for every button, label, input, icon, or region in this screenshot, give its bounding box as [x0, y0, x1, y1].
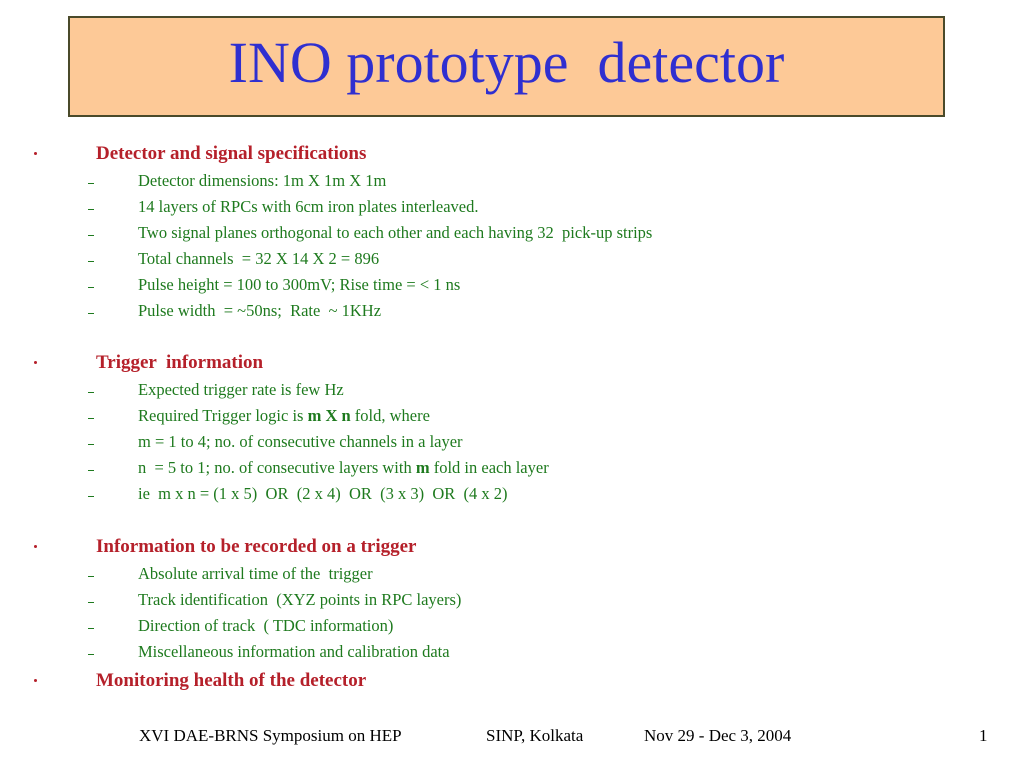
list-item: [138, 566, 373, 583]
dash-bullet-icon: [88, 261, 94, 262]
bold-term: m: [415, 458, 430, 477]
section-heading: Information to be recorded on a trigger: [96, 536, 417, 557]
item-text: Required Trigger logic is: [138, 406, 308, 425]
item-text: Pulse height = 100 to 300mV; Rise time = < 1 ns: [138, 275, 461, 294]
list-item: [138, 277, 460, 294]
footer-event: XVI DAE-BRNS Symposium on HEP: [139, 726, 402, 745]
footer-venue: SINP, Kolkata: [486, 726, 584, 745]
dash-bullet-icon: [88, 444, 94, 445]
item-text: ie m x n = (1 x 5) OR (2 x 4) OR (3 x 3) OR (4 x 2): [138, 484, 508, 503]
list-item: [138, 173, 386, 190]
list-item: [138, 251, 379, 268]
list-item: [138, 644, 450, 661]
section-heading: Monitoring health of the detector: [96, 670, 367, 691]
bullet-icon: [33, 677, 39, 683]
item-text: fold, where: [350, 406, 430, 425]
item-text: Direction of track ( TDC information): [138, 616, 394, 635]
section-heading: Trigger information: [96, 352, 264, 373]
list-item: [138, 434, 463, 451]
list-item: [138, 592, 461, 609]
dash-bullet-icon: [88, 235, 94, 236]
item-text: Total channels = 32 X 14 X 2 = 896: [138, 249, 380, 268]
list-item: [138, 303, 381, 320]
footer-dates: Nov 29 - Dec 3, 2004: [644, 726, 792, 745]
footer-page-number: 1: [979, 726, 988, 745]
list-item: [138, 225, 652, 242]
slide-title: INO prototype detector: [228, 29, 785, 95]
item-text: 14 layers of RPCs with 6cm iron plates interleaved.: [138, 197, 479, 216]
item-text: Two signal planes orthogonal to each other and each having 32 pick-up strips: [138, 223, 653, 242]
list-item: [138, 486, 508, 503]
dash-bullet-icon: [88, 209, 94, 210]
dash-bullet-icon: [88, 654, 94, 655]
item-text: Absolute arrival time of the trigger: [138, 564, 373, 583]
item-text: Miscellaneous information and calibration data: [138, 642, 450, 661]
dash-bullet-icon: [88, 392, 94, 393]
list-item: [138, 618, 393, 635]
bold-term: m X n: [307, 406, 351, 425]
dash-bullet-icon: [88, 496, 94, 497]
dash-bullet-icon: [88, 313, 94, 314]
item-text: Track identification (XYZ points in RPC layers): [138, 590, 462, 609]
dash-bullet-icon: [88, 287, 94, 288]
dash-bullet-icon: [88, 602, 94, 603]
list-item: [138, 382, 344, 399]
dash-bullet-icon: [88, 576, 94, 577]
bullet-icon: [33, 543, 39, 549]
item-text: fold in each layer: [429, 458, 549, 477]
dash-bullet-icon: [88, 418, 94, 419]
bullet-icon: [33, 150, 39, 156]
item-text: Expected trigger rate is few Hz: [138, 380, 344, 399]
list-item: [138, 460, 549, 477]
list-item: [138, 408, 430, 425]
section-heading: Detector and signal specifications: [96, 143, 367, 164]
item-text: Pulse width = ~50ns; Rate ~ 1KHz: [138, 301, 382, 320]
dash-bullet-icon: [88, 183, 94, 184]
bullet-icon: [33, 359, 39, 365]
dash-bullet-icon: [88, 628, 94, 629]
list-item: [138, 199, 478, 216]
item-text: m = 1 to 4; no. of consecutive channels in a layer: [138, 432, 463, 451]
item-text: n = 5 to 1; no. of consecutive layers with: [138, 458, 416, 477]
dash-bullet-icon: [88, 470, 94, 471]
item-text: Detector dimensions: 1m X 1m X 1m: [138, 171, 387, 190]
